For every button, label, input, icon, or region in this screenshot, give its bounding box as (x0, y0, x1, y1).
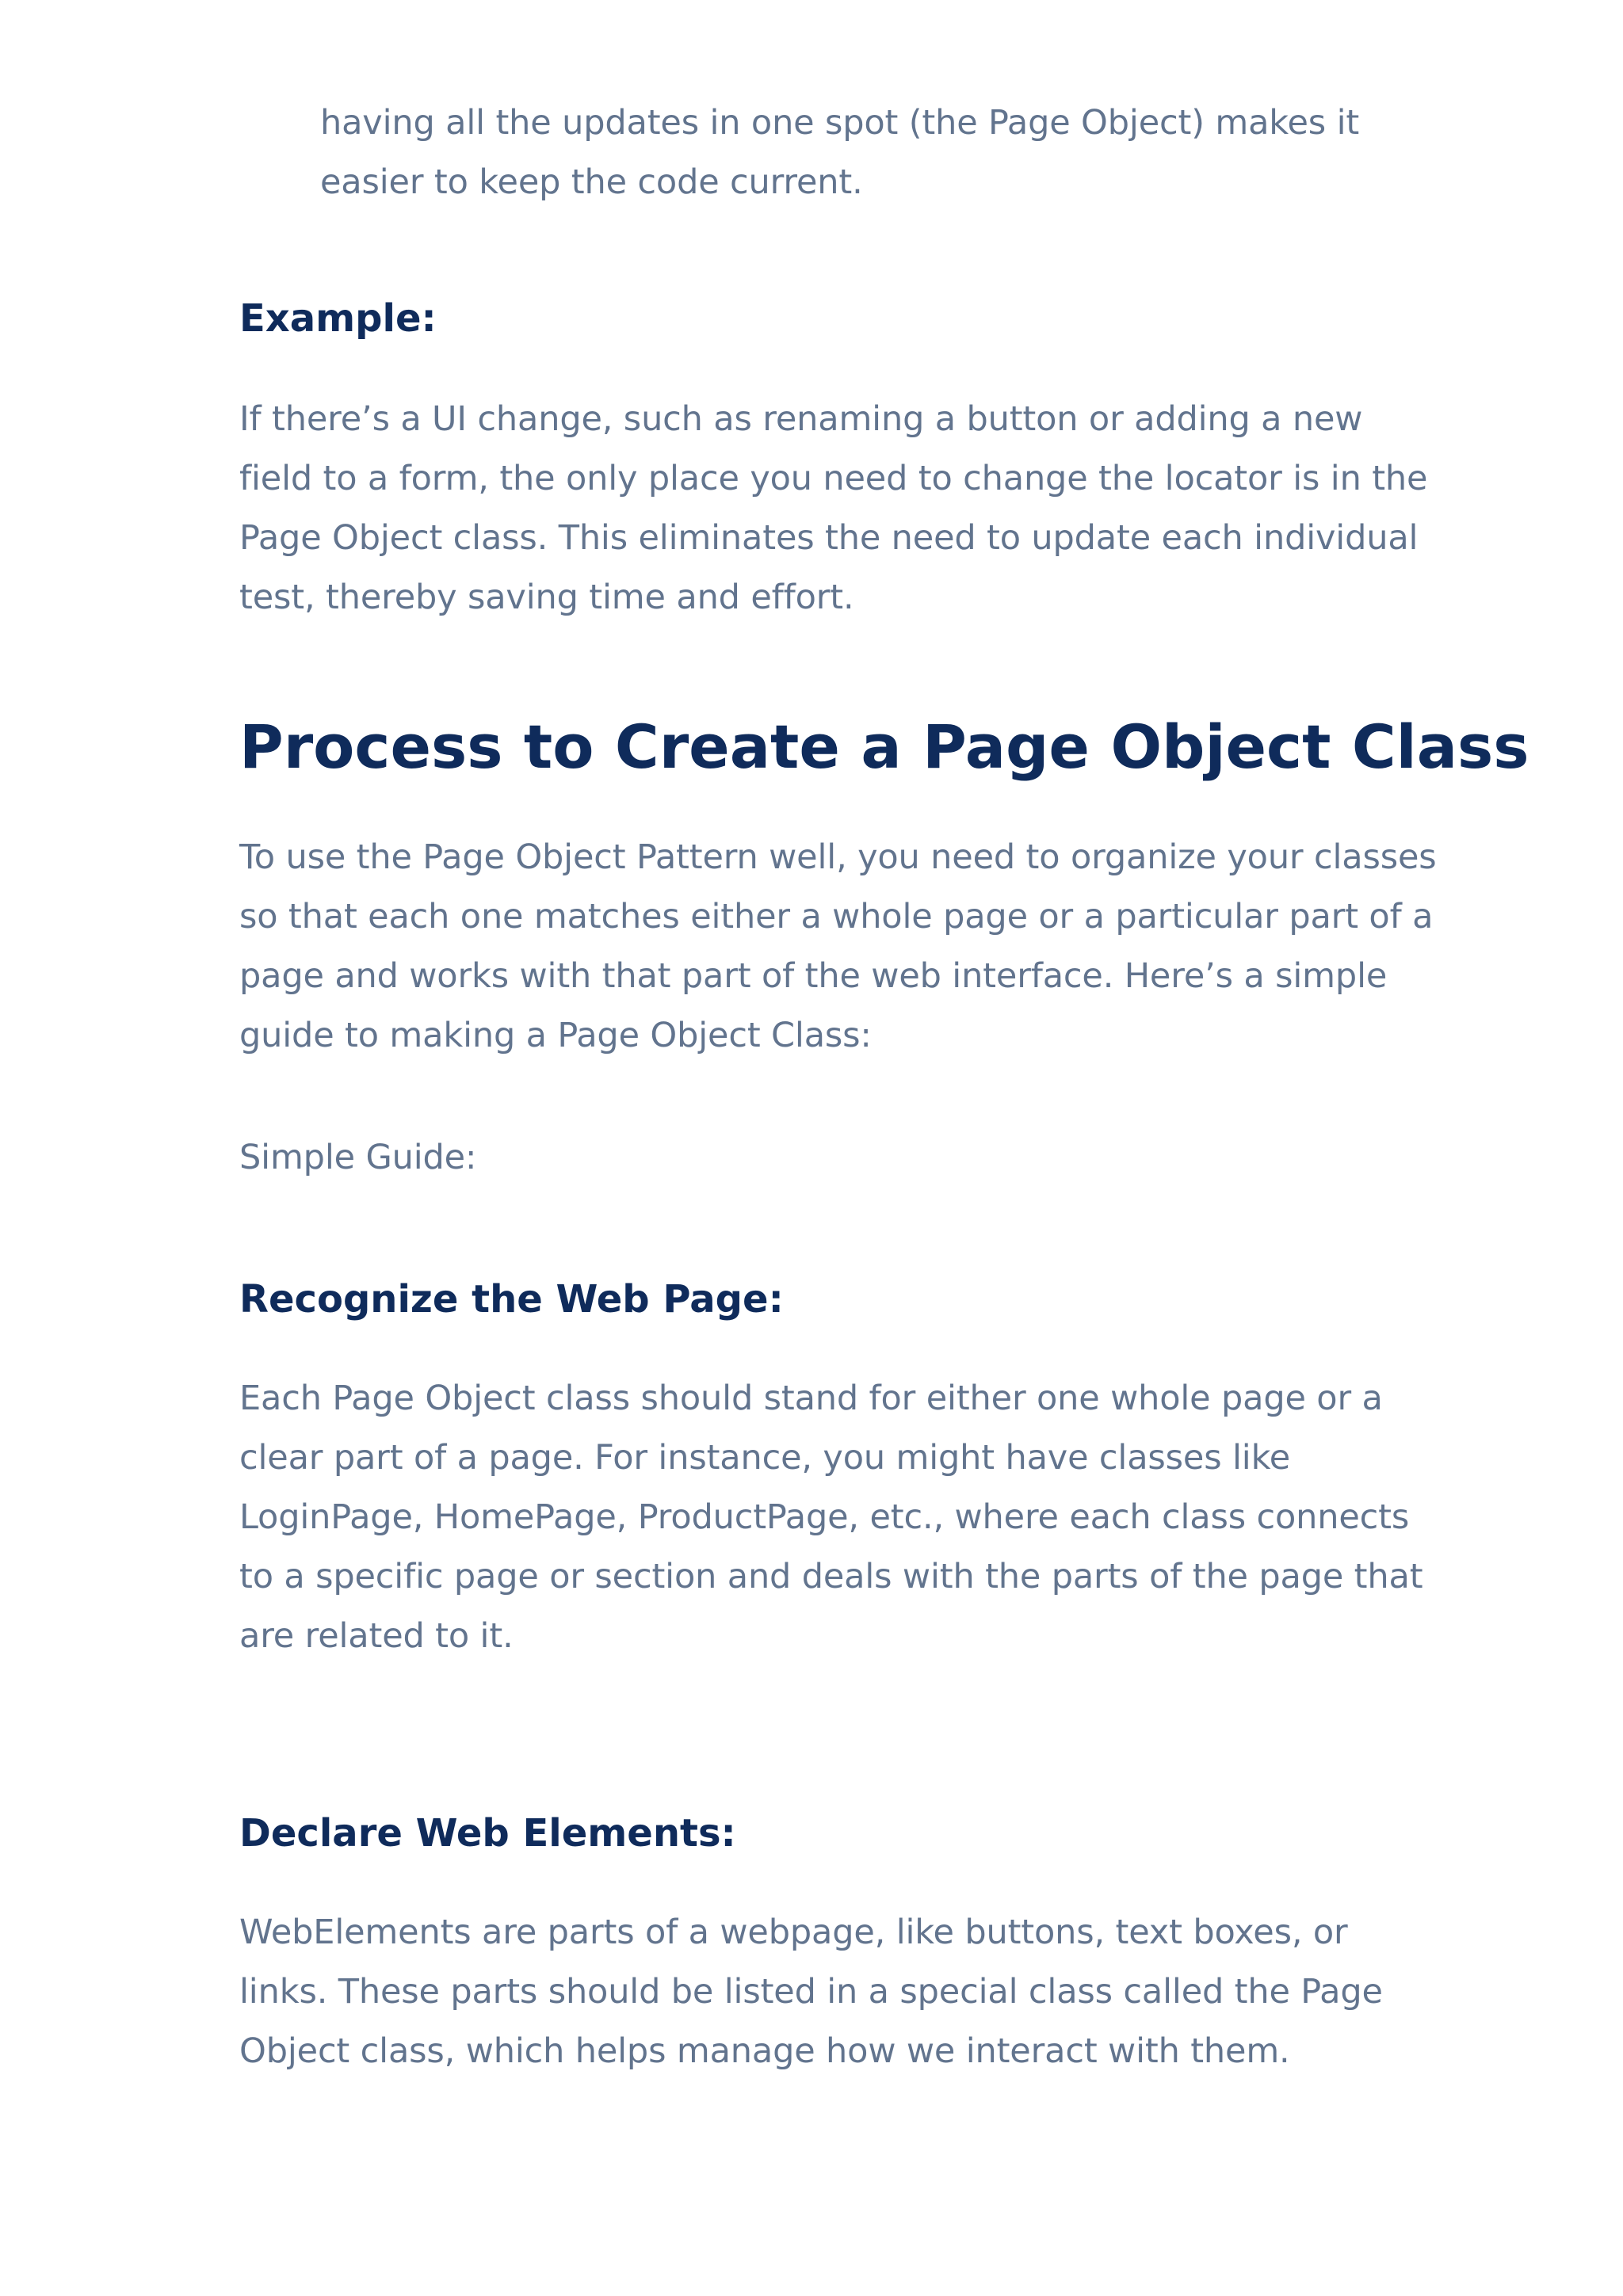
process-heading: Process to Create a Page Object Class (239, 711, 1529, 782)
recognize-paragraph: Each Page Object class should stand for either one whole page or a clear part of a page. For instance, you might have classes like LoginPage, HomePage, ProductPage, etc., where each class connects to a specific page or section and deals with the parts of the page that are related to it. (239, 1379, 1423, 1656)
declare-paragraph: WebElements are parts of a webpage, like buttons, text boxes, or links. These parts should be listed in a special class called the Page Object class, which helps manage how we interact with them. (239, 1913, 1383, 2071)
process-paragraph: To use the Page Object Pattern well, you need to organize your classes so that each one matches either a whole page or a particular part of a page and works with that part of the web interface. Here’s a simple guide to making a Page Object Class: (239, 837, 1437, 1055)
example-paragraph: If there’s a UI change, such as renaming a button or adding a new field to a form, the only place you need to change the locator is in the Page Object class. This eliminates the need to update each individual test, thereby saving time and effort. (239, 399, 1428, 617)
declare-heading: Declare Web Elements: (239, 1811, 736, 1855)
recognize-heading: Recognize the Web Page: (239, 1277, 784, 1322)
intro-paragraph: having all the updates in one spot (the Page Object) makes it easier to keep the code current. (320, 103, 1360, 202)
example-heading: Example: (239, 296, 437, 341)
simple-guide-label: Simple Guide: (239, 1138, 477, 1177)
